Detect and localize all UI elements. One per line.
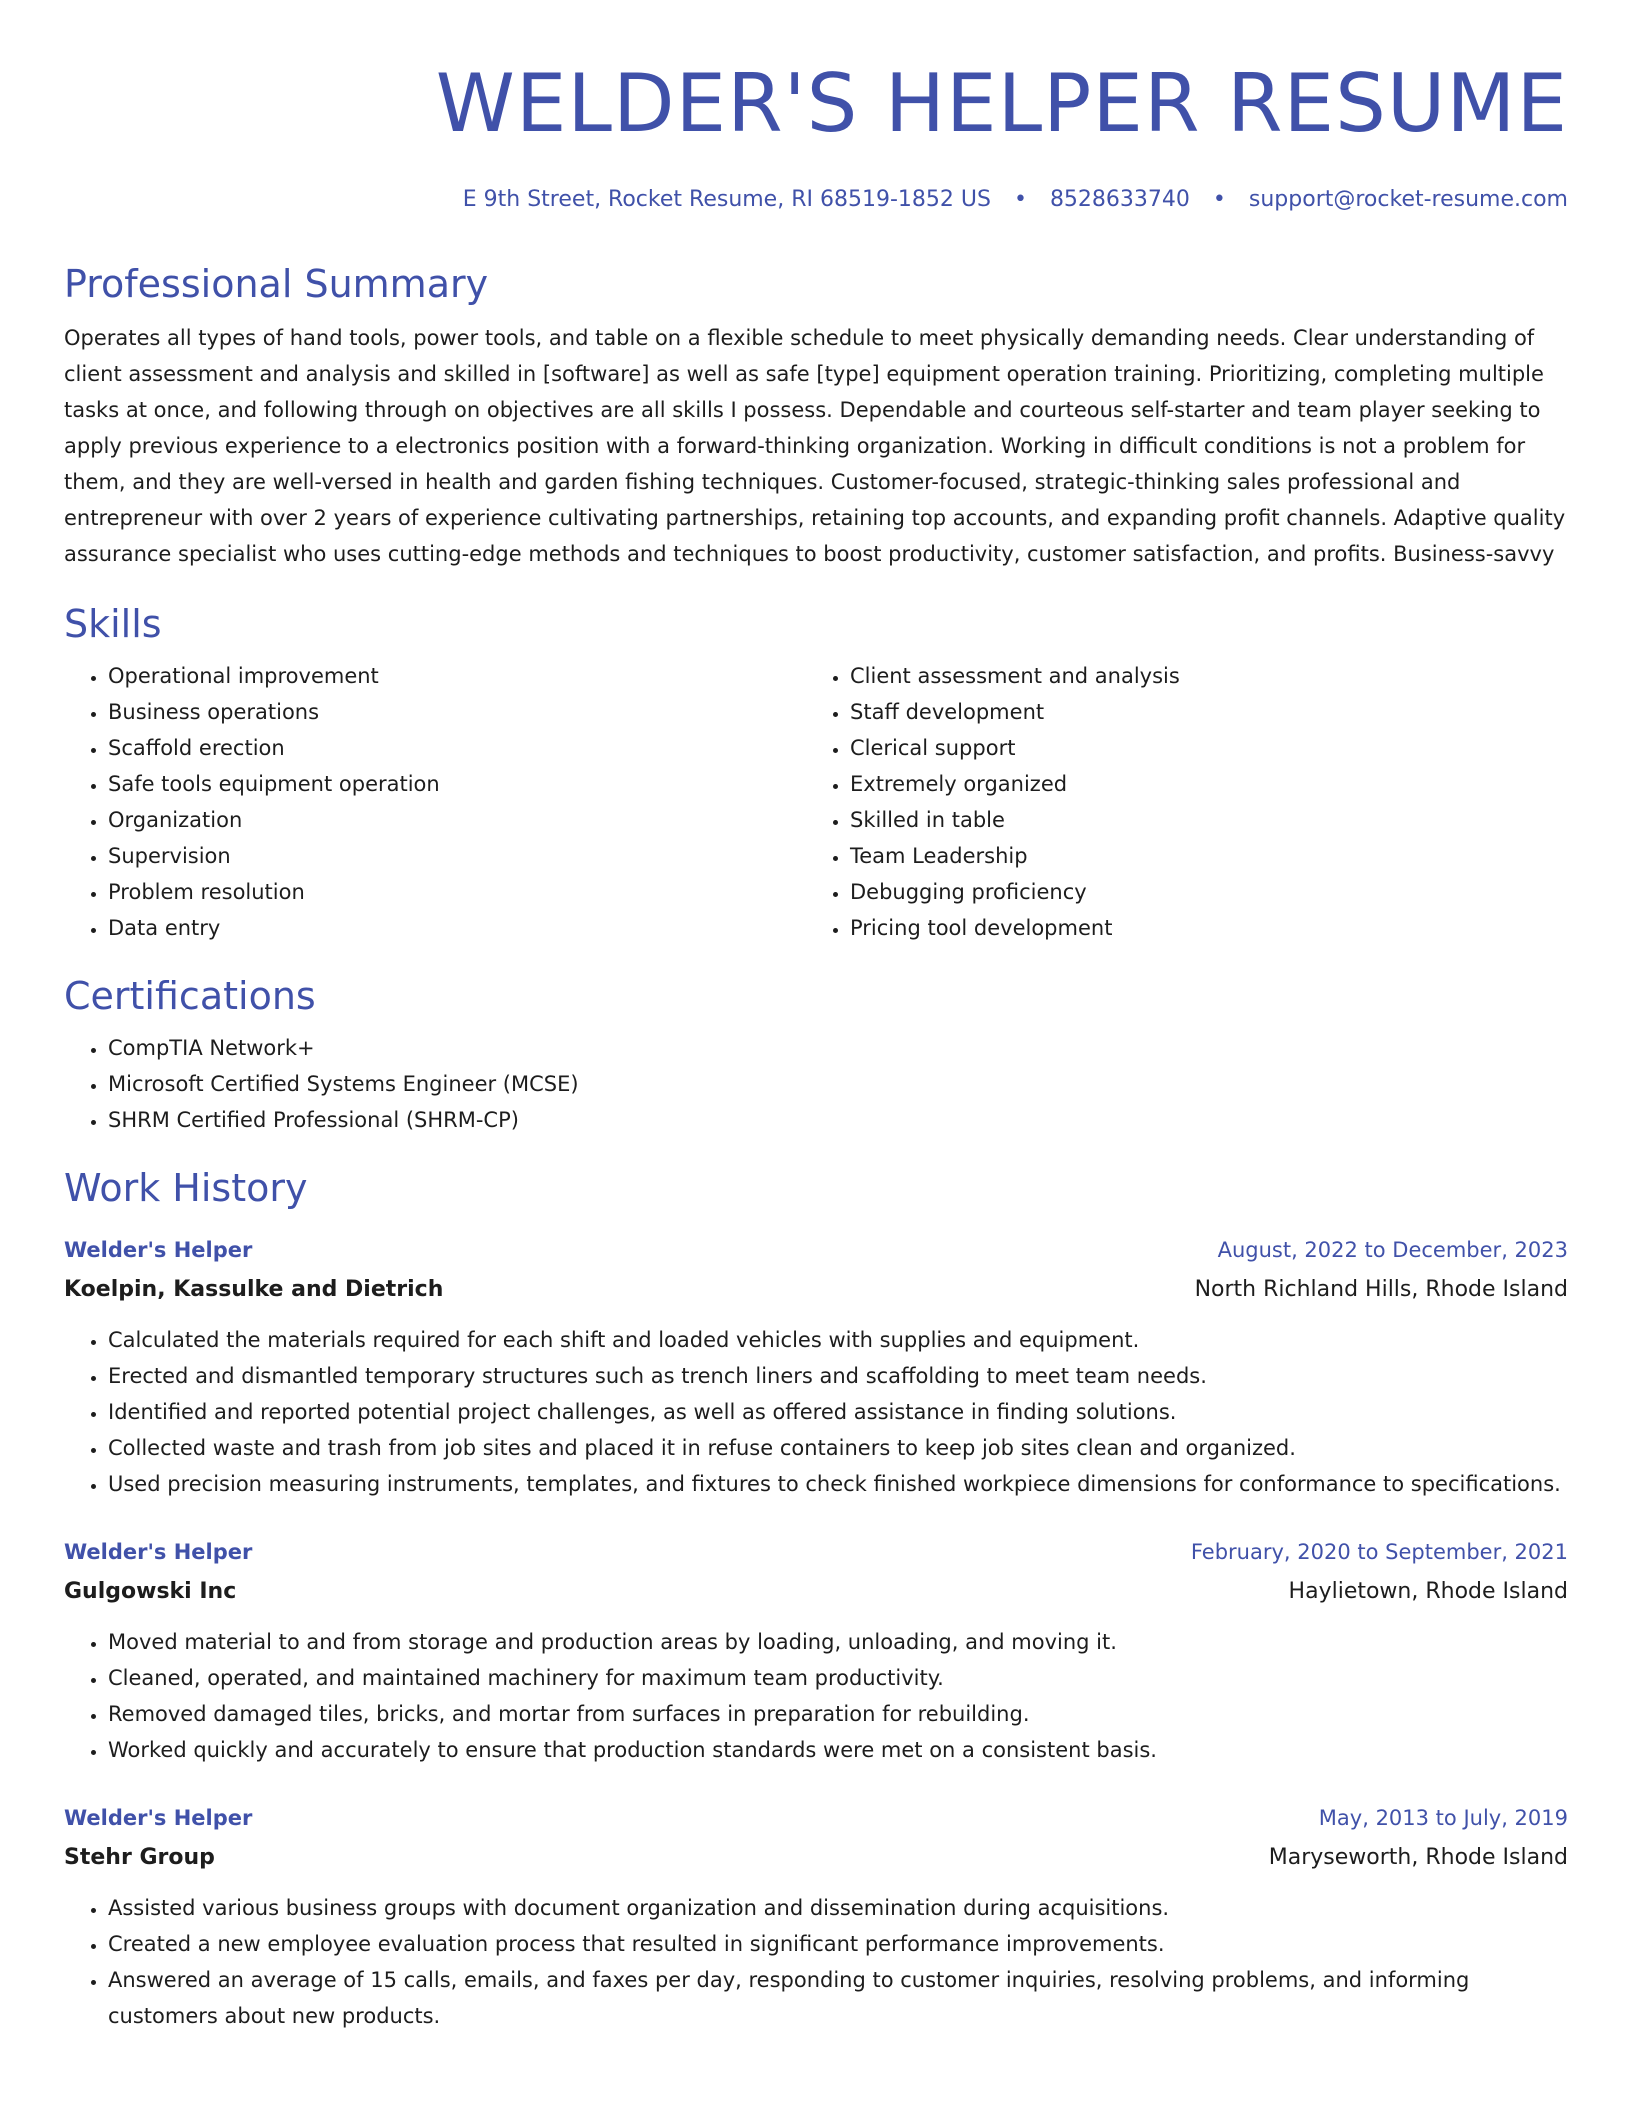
job-subheader	[64, 1838, 1568, 1878]
job-entry	[64, 1532, 1568, 1768]
job-header	[64, 1230, 1568, 1270]
skill-item: • Team Leadership	[850, 838, 1548, 874]
contact-separator: •	[1013, 187, 1027, 212]
skill-item: • Debugging proficiency	[850, 874, 1548, 910]
job-company: Koelpin, Kassulke and Dietrich	[64, 1277, 444, 1302]
job-title: Welder's Helper	[64, 1540, 253, 1564]
skill-item: • Business operations	[108, 694, 806, 730]
skill-item: • Safe tools equipment operation	[108, 766, 806, 802]
job-duty: • Calculated the materials required for each shift and loaded vehicles with supplies and equipment.	[108, 1322, 1568, 1358]
skill-item: • Skilled in table	[850, 802, 1548, 838]
contact-address: E 9th Street, Rocket Resume, RI 68519-1852 US	[462, 187, 991, 212]
job-duty: • Identified and reported potential project challenges, as well as offered assistance in finding solutions.	[108, 1394, 1568, 1430]
job-entry	[64, 1230, 1568, 1502]
job-entry	[64, 1798, 1568, 2034]
certifications-heading: Certifications	[64, 974, 316, 1018]
job-location: Haylietown, Rhode Island	[1288, 1579, 1568, 1604]
skill-item: • Extremely organized	[850, 766, 1548, 802]
skills-column-left	[64, 658, 806, 946]
job-duty: • Collected waste and trash from job sites and placed it in refuse containers to keep job sites clean and organized.	[108, 1430, 1568, 1466]
contact-phone: 8528633740	[1049, 187, 1190, 212]
job-duty: • Erected and dismantled temporary structures such as trench liners and scaffolding to meet team needs.	[108, 1358, 1568, 1394]
job-duties	[64, 1890, 1568, 2034]
skill-item: • Client assessment and analysis	[850, 658, 1548, 694]
skill-item: • Pricing tool development	[850, 910, 1548, 946]
job-header	[64, 1798, 1568, 1838]
job-duty: • Cleaned, operated, and maintained machinery for maximum team productivity.	[108, 1660, 1568, 1696]
summary-heading: Professional Summary	[64, 262, 489, 306]
job-company: Gulgowski Inc	[64, 1579, 237, 1604]
summary-text: Operates all types of hand tools, power tools, and table on a flexible schedule to meet physically demanding needs. Clear understanding of client assessment and analysis and skilled in [software] as well as safe [type] equipment operation training. Prioritizing, completing multiple tasks at once, and following through on objectives are all skills I possess. Dependable and courteous self-starter and team player seeking to apply previous experience to a electronics position with a forward-thinking organization. Working in difficult conditions is not a problem for them, and they are well-versed in health and garden fishing techniques. Customer-focused, strategic-thinking sales professional and entrepreneur with over 2 years of experience cultivating partnerships, retaining top accounts, and expanding profit channels. Adaptive quality assurance specialist who uses cutting-edge methods and techniques to boost productivity, customer satisfaction, and profits. Business-savvy	[64, 326, 1566, 566]
job-duties	[64, 1624, 1568, 1768]
job-location: North Richland Hills, Rhode Island	[1194, 1277, 1568, 1302]
contact-line	[64, 184, 1568, 216]
job-subheader	[64, 1270, 1568, 1310]
certification-item: • CompTIA Network+	[108, 1030, 1568, 1066]
resume-title: WELDER'S HELPER RESUME	[435, 57, 1568, 150]
work-history-heading: Work History	[64, 1166, 308, 1210]
job-title: Welder's Helper	[64, 1806, 253, 1830]
skill-item: • Data entry	[108, 910, 806, 946]
job-subheader	[64, 1572, 1568, 1612]
skills-grid	[64, 658, 1568, 946]
job-duty: • Removed damaged tiles, bricks, and mortar from surfaces in preparation for rebuilding.	[108, 1696, 1568, 1732]
job-duty: • Moved material to and from storage and production areas by loading, unloading, and moving it.	[108, 1624, 1568, 1660]
certification-item: • Microsoft Certified Systems Engineer (MCSE)	[108, 1066, 1568, 1102]
job-duty: • Assisted various business groups with document organization and dissemination during acquisitions.	[108, 1890, 1568, 1926]
job-location: Maryseworth, Rhode Island	[1268, 1845, 1568, 1870]
resume-page	[64, 0, 1568, 2034]
contact-separator: •	[1212, 187, 1226, 212]
skill-item: • Organization	[108, 802, 806, 838]
skill-item: • Problem resolution	[108, 874, 806, 910]
skill-item: • Staff development	[850, 694, 1548, 730]
skill-item: • Scaffold erection	[108, 730, 806, 766]
job-dates: August, 2022 to December, 2023	[1217, 1238, 1568, 1262]
certification-item: • SHRM Certified Professional (SHRM-CP)	[108, 1102, 1568, 1138]
job-company: Stehr Group	[64, 1845, 215, 1870]
job-dates: February, 2020 to September, 2021	[1190, 1540, 1568, 1564]
contact-email: support@rocket-resume.com	[1248, 187, 1568, 212]
job-duty: • Answered an average of 15 calls, emails, and faxes per day, responding to customer inquiries, resolving problems, and informing customers about new products.	[108, 1962, 1568, 2034]
job-duty: • Worked quickly and accurately to ensure that production standards were met on a consistent basis.	[108, 1732, 1568, 1768]
job-header	[64, 1532, 1568, 1572]
skill-item: • Operational improvement	[108, 658, 806, 694]
certifications-list	[64, 1030, 1568, 1138]
job-duty: • Created a new employee evaluation process that resulted in significant performance improvements.	[108, 1926, 1568, 1962]
skill-item: • Supervision	[108, 838, 806, 874]
skills-column-right	[806, 658, 1548, 946]
skills-heading: Skills	[64, 602, 162, 646]
job-duty: • Used precision measuring instruments, templates, and fixtures to check finished workpiece dimensions for conformance to specifications.	[108, 1466, 1568, 1502]
job-duties	[64, 1322, 1568, 1502]
job-title: Welder's Helper	[64, 1238, 253, 1262]
job-dates: May, 2013 to July, 2019	[1318, 1806, 1568, 1830]
skill-item: • Clerical support	[850, 730, 1548, 766]
